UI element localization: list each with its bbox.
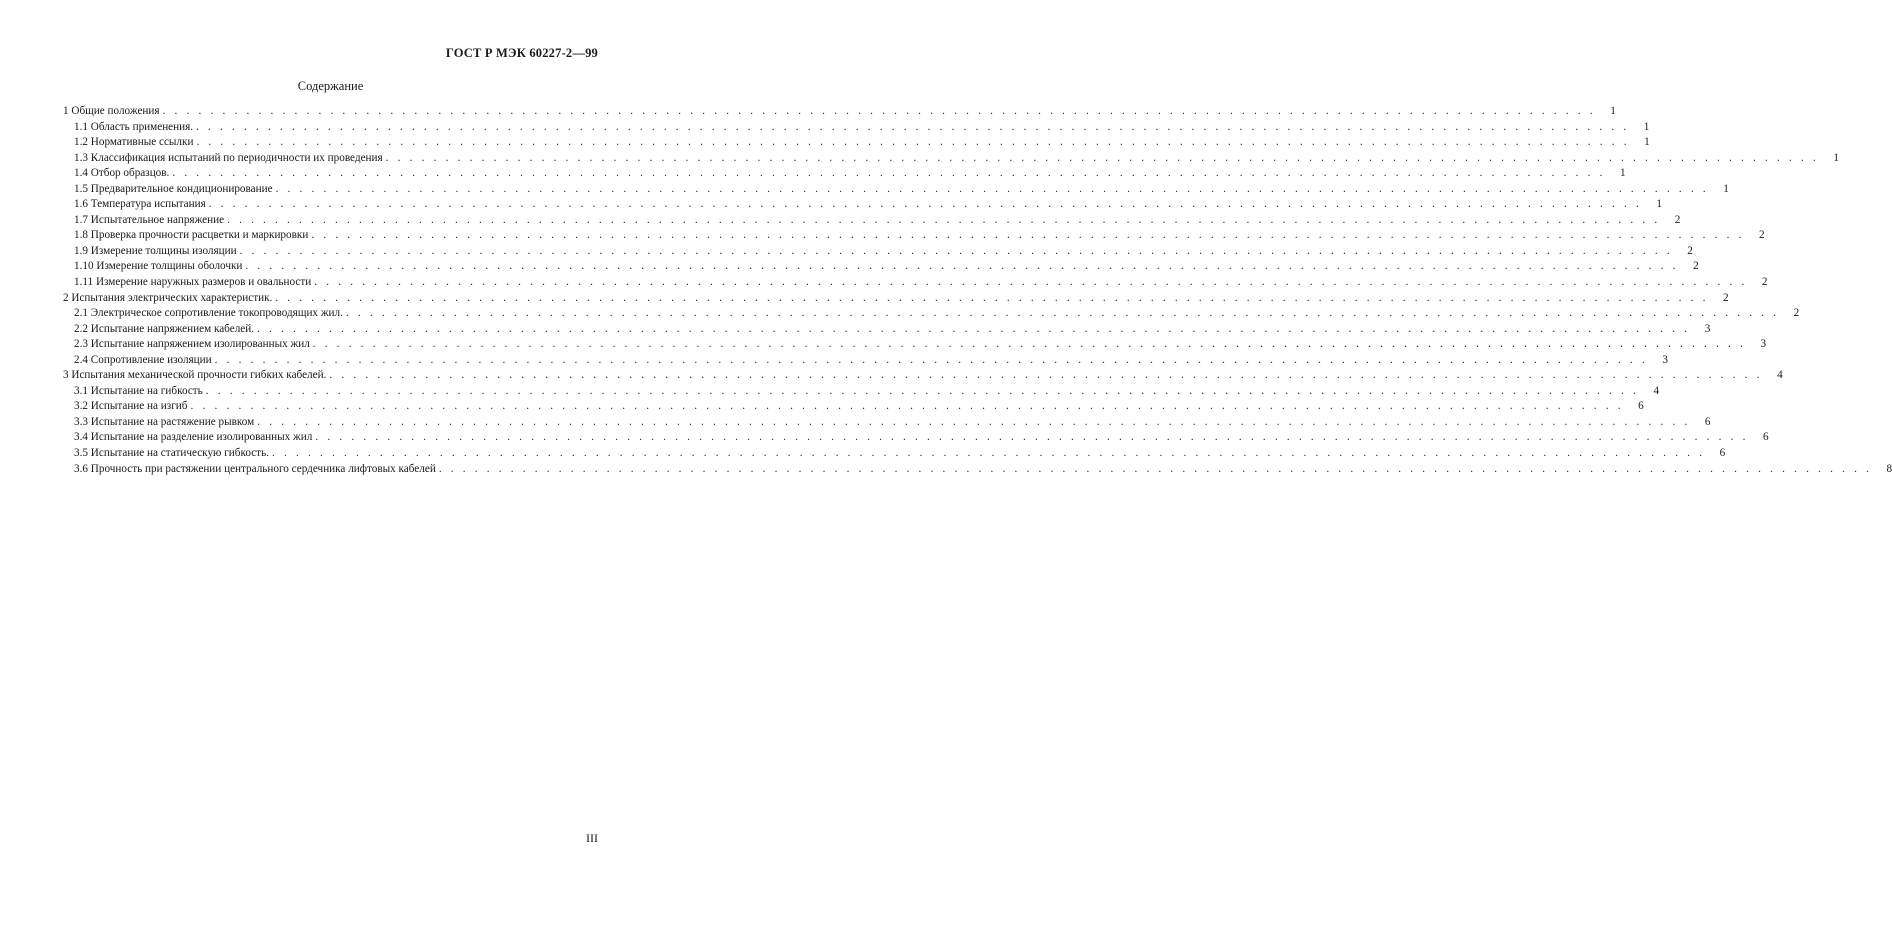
toc-leader-dots: . . . . . . . . . . . . . . . . . . . . . . . . . . . . . . . . . . . . . . . . . . . . . . . . . . . . . . . . . . . . . . . . . . . . . . . . . . . . . . . . . . . . . . . . . . . . . . . . . . . . . . . . . . . . . . . . . . . . . . . . <box>438 462 1873 475</box>
toc-entry-page: 6 <box>1638 400 1644 413</box>
toc-entry-page: 8 <box>1886 462 1892 475</box>
toc-leader-dots: . . . . . . . . . . . . . . . . . . . . . . . . . . . . . . . . . . . . . . . . . . . . . . . . . . . . . . . . . . . . . . . . . . . . . . . . . . . . . . . . . . . . . . . . . . . . . . . . . . . . . . . . . . . . . . . . . . . . . . . . <box>208 198 1642 211</box>
toc-entry-page: 1 <box>1643 120 1650 133</box>
toc-entry[interactable] <box>63 291 1729 307</box>
toc-leader-dots: . . . . . . . . . . . . . . . . . . . . . . . . . . . . . . . . . . . . . . . . . . . . . . . . . . . . . . . . . . . . . . . . . . . . . . . . . . . . . . . . . . . . . . . . . . . . . . . . . . . . . . . . . . . . . . . . . . . . . . . . <box>257 322 1691 335</box>
toc-entry[interactable] <box>63 399 1644 415</box>
toc-leader-dots: . . . . . . . . . . . . . . . . . . . . . . . . . . . . . . . . . . . . . . . . . . . . . . . . . . . . . . . . . . . . . . . . . . . . . . . . . . . . . . . . . . . . . . . . . . . . . . . . . . . . . . . . . . . . . . . . . . . . . . . . <box>271 447 1706 460</box>
toc-entry-page: 3 <box>1662 353 1668 366</box>
toc-entry[interactable] <box>63 244 1693 260</box>
toc-entry-page: 6 <box>1719 447 1726 460</box>
toc-entry-label: 1.9 Измерение толщины изоляции <box>74 244 237 257</box>
toc-entry-label: 1.2 Нормативные ссылки <box>74 136 194 149</box>
toc-leader-dots: . . . . . . . . . . . . . . . . . . . . . . . . . . . . . . . . . . . . . . . . . . . . . . . . . . . . . . . . . . . . . . . . . . . . . . . . . . . . . . . . . . . . . . . . . . . . . . . . . . . . . . . . . . . . . . . . . . . . . . . . <box>245 260 1679 273</box>
toc-entry[interactable] <box>63 337 1767 353</box>
toc-entry-page: 2 <box>1761 276 1768 289</box>
toc-entry[interactable] <box>63 275 1768 291</box>
toc-entry-page: 2 <box>1759 229 1765 242</box>
toc-leader-dots: . . . . . . . . . . . . . . . . . . . . . . . . . . . . . . . . . . . . . . . . . . . . . . . . . . . . . . . . . . . . . . . . . . . . . . . . . . . . . . . . . . . . . . . . . . . . . . . . . . . . . . . . . . . . . . . . . . . . . . . . <box>329 369 1763 382</box>
toc-leader-dots: . . . . . . . . . . . . . . . . . . . . . . . . . . . . . . . . . . . . . . . . . . . . . . . . . . . . . . . . . . . . . . . . . . . . . . . . . . . . . . . . . . . . . . . . . . . . . . . . . . . . . . . . . . . . . . . . . . . . . . . . <box>227 213 1661 226</box>
toc-leader-dots: . . . . . . . . . . . . . . . . . . . . . . . . . . . . . . . . . . . . . . . . . . . . . . . . . . . . . . . . . . . . . . . . . . . . . . . . . . . . . . . . . . . . . . . . . . . . . . . . . . . . . . . . . . . . . . . . . . . . . . . . <box>239 244 1673 257</box>
toc-leader-dots: . . . . . . . . . . . . . . . . . . . . . . . . . . . . . . . . . . . . . . . . . . . . . . . . . . . . . . . . . . . . . . . . . . . . . . . . . . . . . . . . . . . . . . . . . . . . . . . . . . . . . . . . . . . . . . . . . . . . . . . . <box>205 384 1640 397</box>
toc-leader-dots: . . . . . . . . . . . . . . . . . . . . . . . . . . . . . . . . . . . . . . . . . . . . . . . . . . . . . . . . . . . . . . . . . . . . . . . . . . . . . . . . . . . . . . . . . . . . . . . . . . . . . . . . . . . . . . . . . . . . . . . . <box>315 431 1749 444</box>
toc-entry[interactable] <box>63 197 1662 213</box>
toc-entry[interactable] <box>63 384 1660 400</box>
toc-entry-label: 1.6 Температура испытания <box>74 198 206 211</box>
table-of-contents <box>63 104 1892 477</box>
toc-leader-dots: . . . . . . . . . . . . . . . . . . . . . . . . . . . . . . . . . . . . . . . . . . . . . . . . . . . . . . . . . . . . . . . . . . . . . . . . . . . . . . . . . . . . . . . . . . . . . . . . . . . . . . . . . . . . . . . . . . . . . . . . <box>312 338 1747 351</box>
toc-leader-dots: . . . . . . . . . . . . . . . . . . . . . . . . . . . . . . . . . . . . . . . . . . . . . . . . . . . . . . . . . . . . . . . . . . . . . . . . . . . . . . . . . . . . . . . . . . . . . . . . . . . . . . . . . . . . . . . . . . . . . . . . <box>162 105 1596 117</box>
toc-entry-label: 1.10 Измерение толщины оболочки <box>74 260 243 273</box>
toc-entry[interactable] <box>63 462 1892 478</box>
toc-entry-label: 2 Испытания электрических характеристик. <box>63 291 273 304</box>
toc-entry-page: 6 <box>1763 431 1769 444</box>
toc-entry-label: 3.3 Испытание на растяжение рывком <box>74 415 255 428</box>
toc-entry-page: 2 <box>1793 307 1800 320</box>
toc-entry[interactable] <box>63 120 1650 136</box>
toc-entry-page: 2 <box>1693 260 1699 273</box>
toc-entry[interactable] <box>63 151 1839 167</box>
toc-entry-label: 3.6 Прочность при растяжении центрального сердечника лифтовых кабелей <box>74 462 436 475</box>
toc-entry-page: 1 <box>1620 167 1626 180</box>
toc-entry-label: 1.8 Проверка прочности расцветки и маркировки <box>74 229 309 242</box>
toc-entry[interactable] <box>63 446 1726 462</box>
toc-entry[interactable] <box>63 182 1729 198</box>
toc-entry-page: 3 <box>1760 338 1767 351</box>
toc-entry-label: 2.3 Испытание напряжением изолированных жил <box>74 338 310 351</box>
toc-entry-page: 6 <box>1704 415 1711 428</box>
toc-entry[interactable] <box>63 259 1699 275</box>
toc-entry-page: 4 <box>1653 384 1660 397</box>
toc-entry[interactable] <box>63 322 1711 338</box>
toc-leader-dots: . . . . . . . . . . . . . . . . . . . . . . . . . . . . . . . . . . . . . . . . . . . . . . . . . . . . . . . . . . . . . . . . . . . . . . . . . . . . . . . . . . . . . . . . . . . . . . . . . . . . . . . . . . . . . . . . . . . . . . . . <box>196 120 1630 133</box>
toc-entry[interactable] <box>63 213 1681 229</box>
toc-title: Содержание <box>297 79 364 93</box>
toc-entry-label: 1.4 Отбор образцов. <box>74 167 170 180</box>
toc-entry-label: 3.4 Испытание на разделение изолированных жил <box>74 431 313 444</box>
toc-entry[interactable] <box>63 353 1668 369</box>
toc-leader-dots: . . . . . . . . . . . . . . . . . . . . . . . . . . . . . . . . . . . . . . . . . . . . . . . . . . . . . . . . . . . . . . . . . . . . . . . . . . . . . . . . . . . . . . . . . . . . . . . . . . . . . . . . . . . . . . . . . . . . . . . . <box>275 291 1709 304</box>
toc-entry-page: 3 <box>1704 322 1711 335</box>
toc-entry-page: 4 <box>1777 369 1783 382</box>
toc-entry-label: 1.7 Испытательное напряжение <box>74 213 225 226</box>
toc-entry-page: 1 <box>1723 182 1729 195</box>
toc-entry[interactable] <box>63 135 1650 151</box>
toc-entry-page: 2 <box>1674 213 1681 226</box>
toc-entry-label: 1.1 Область применения. <box>74 120 194 133</box>
toc-leader-dots: . . . . . . . . . . . . . . . . . . . . . . . . . . . . . . . . . . . . . . . . . . . . . . . . . . . . . . . . . . . . . . . . . . . . . . . . . . . . . . . . . . . . . . . . . . . . . . . . . . . . . . . . . . . . . . . . . . . . . . . . <box>190 400 1624 413</box>
toc-entry-label: 3.5 Испытание на статическую гибкость. <box>74 447 269 460</box>
toc-entry-page: 1 <box>1833 151 1839 164</box>
toc-entry-page: 1 <box>1610 105 1616 117</box>
toc-entry[interactable] <box>63 228 1765 244</box>
toc-entry-page: 1 <box>1656 198 1662 211</box>
document-header: ГОСТ Р МЭК 60227-2—99 <box>445 46 598 60</box>
toc-leader-dots: . . . . . . . . . . . . . . . . . . . . . . . . . . . . . . . . . . . . . . . . . . . . . . . . . . . . . . . . . . . . . . . . . . . . . . . . . . . . . . . . . . . . . . . . . . . . . . . . . . . . . . . . . . . . . . . . . . . . . . . . <box>311 229 1745 242</box>
toc-leader-dots: . . . . . . . . . . . . . . . . . . . . . . . . . . . . . . . . . . . . . . . . . . . . . . . . . . . . . . . . . . . . . . . . . . . . . . . . . . . . . . . . . . . . . . . . . . . . . . . . . . . . . . . . . . . . . . . . . . . . . . . . <box>257 415 1691 428</box>
toc-entry-label: 1.11 Измерение наружных размеров и овальности <box>74 276 312 289</box>
toc-leader-dots: . . . . . . . . . . . . . . . . . . . . . . . . . . . . . . . . . . . . . . . . . . . . . . . . . . . . . . . . . . . . . . . . . . . . . . . . . . . . . . . . . . . . . . . . . . . . . . . . . . . . . . . . . . . . . . . . . . . . . . . . <box>275 182 1709 195</box>
toc-entry-label: 2.2 Испытание напряжением кабелей. <box>74 322 255 335</box>
toc-entry[interactable] <box>63 166 1626 182</box>
toc-entry-label: 1.3 Классификация испытаний по периодичности их проведения <box>74 151 383 164</box>
toc-leader-dots: . . . . . . . . . . . . . . . . . . . . . . . . . . . . . . . . . . . . . . . . . . . . . . . . . . . . . . . . . . . . . . . . . . . . . . . . . . . . . . . . . . . . . . . . . . . . . . . . . . . . . . . . . . . . . . . . . . . . . . . . <box>345 307 1780 320</box>
toc-entry[interactable] <box>63 104 1616 120</box>
toc-entry-page: 2 <box>1687 244 1693 257</box>
toc-entry-label: 3.1 Испытание на гибкость <box>74 384 203 397</box>
toc-leader-dots: . . . . . . . . . . . . . . . . . . . . . . . . . . . . . . . . . . . . . . . . . . . . . . . . . . . . . . . . . . . . . . . . . . . . . . . . . . . . . . . . . . . . . . . . . . . . . . . . . . . . . . . . . . . . . . . . . . . . . . . . <box>314 276 1748 289</box>
toc-entry[interactable] <box>63 430 1769 446</box>
toc-entry-label: 3.2 Испытание на изгиб <box>74 400 188 413</box>
toc-entry[interactable] <box>63 415 1711 431</box>
toc-leader-dots: . . . . . . . . . . . . . . . . . . . . . . . . . . . . . . . . . . . . . . . . . . . . . . . . . . . . . . . . . . . . . . . . . . . . . . . . . . . . . . . . . . . . . . . . . . . . . . . . . . . . . . . . . . . . . . . . . . . . . . . . <box>196 136 1630 149</box>
toc-leader-dots: . . . . . . . . . . . . . . . . . . . . . . . . . . . . . . . . . . . . . . . . . . . . . . . . . . . . . . . . . . . . . . . . . . . . . . . . . . . . . . . . . . . . . . . . . . . . . . . . . . . . . . . . . . . . . . . . . . . . . . . . <box>385 151 1819 164</box>
toc-entry-label: 2.1 Электрическое сопротивление токопроводящих жил. <box>74 307 343 320</box>
toc-entry-label: 2.4 Сопротивление изоляции <box>74 353 212 366</box>
toc-entry-label: 1.5 Предварительное кондиционирование <box>74 182 273 195</box>
toc-entry-page: 2 <box>1722 291 1729 304</box>
toc-leader-dots: . . . . . . . . . . . . . . . . . . . . . . . . . . . . . . . . . . . . . . . . . . . . . . . . . . . . . . . . . . . . . . . . . . . . . . . . . . . . . . . . . . . . . . . . . . . . . . . . . . . . . . . . . . . . . . . . . . . . . . . . <box>214 353 1648 366</box>
toc-entry-label: 1 Общие положения <box>63 105 160 117</box>
toc-leader-dots: . . . . . . . . . . . . . . . . . . . . . . . . . . . . . . . . . . . . . . . . . . . . . . . . . . . . . . . . . . . . . . . . . . . . . . . . . . . . . . . . . . . . . . . . . . . . . . . . . . . . . . . . . . . . . . . . . . . . . . . . <box>172 167 1606 180</box>
toc-entry-page: 1 <box>1644 136 1650 149</box>
toc-entry[interactable] <box>63 306 1800 322</box>
page-number: III <box>586 831 598 845</box>
toc-entry-label: 3 Испытания механической прочности гибких кабелей. <box>63 369 327 382</box>
toc-entry[interactable] <box>63 368 1783 384</box>
